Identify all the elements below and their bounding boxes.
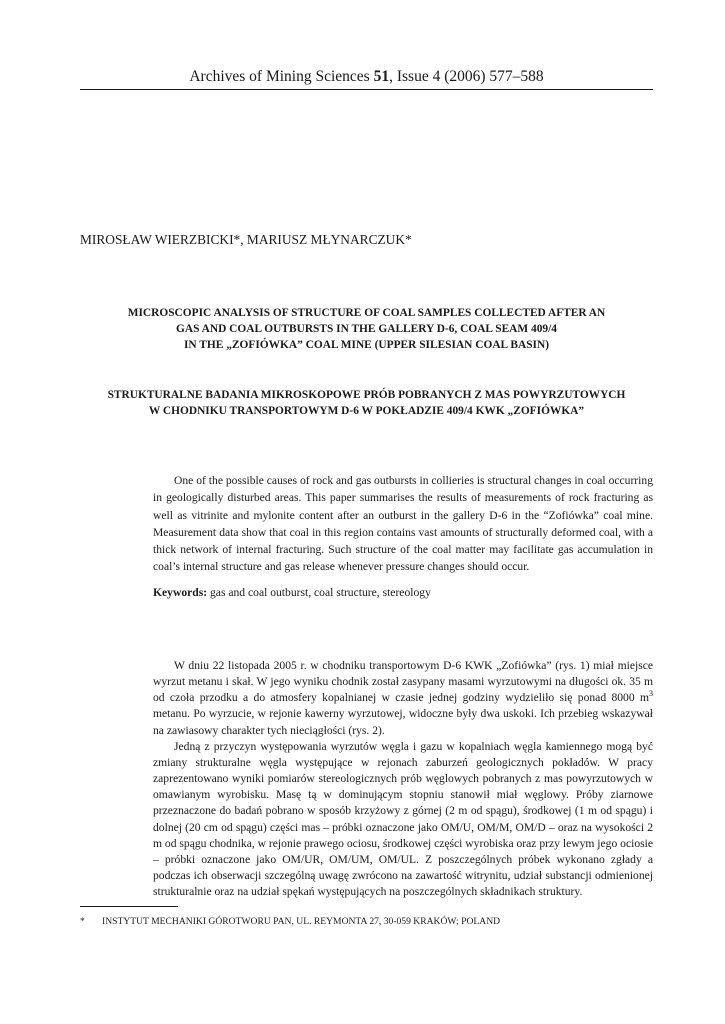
abstract: One of the possible causes of rock and gas outbursts in collieries is structural changes in coal occurring in geologically disturbed areas. This paper summarises the results of measurements of rock fracturing as well as vitrinite and mylonite content after an outburst in the gallery D-6 in the “Zofiówka” coal mine. Measurement data show that coal in this region contains vast amounts of structurally deformed coal, with a thick network of internal fracturing. Such structure of the coal matter may facilitate gas accumulation in coal’s internal structure and gas release whenever pressure changes should occur. [153, 474, 653, 574]
keywords-label: Keywords: [153, 586, 208, 599]
superscript-3: 3 [649, 689, 653, 699]
journal-header [80, 66, 653, 88]
body-paragraph-1 [153, 658, 653, 739]
title-english-line-2: GAS AND COAL OUTBURSTS IN THE GALLERY D-6, COAL SEAM 409/4 [176, 323, 557, 335]
title-polish-line-1: STRUKTURALNE BADANIA MIKROSKOPOWE PRÓB POBRANYCH Z MAS POWYRZUTOWYCH [107, 389, 626, 401]
title-english-line-3: IN THE „ZOFIÓWKA” COAL MINE (UPPER SILESIAN COAL BASIN) [184, 339, 549, 351]
journal-name: Archives of Mining Sciences [189, 68, 370, 85]
body-paragraph-2: Jedną z przyczyn występowania wyrzutów węgla i gazu w kopalniach węgla kamiennego mogą być zmiany strukturalne węgla występujące w rejonach zaburzeń geologicznych pokładów. W pracy zaprezentowano wyniki pomiarów stereologicznych prób węglowych pobranych z mas powyrzutowych w omawianym wyrobisku. Masę tą w dominującym stopniu stanowił miał węglowy. Próby ziarnowe przeznaczone do badań pobrano w sposób krzyżowy z górnej (2 m od spągu), środkowej (1 m od spągu) i dolnej (20 cm od spągu) części mas – próbki oznaczone jako OM/U, OM/M, OM/D – oraz na wysokości 2 m od spągu chodnika, w rejonie prawego ociosu, środkowej części wyrobiska oraz przy lewym jego ociosie – próbki oznaczone jako OM/UR, OM/UM, OM/UL. Z poszczególnych próbek wykonano zgłady a podczas ich obserwacji szczególną uwagę zwrócono na zawartość witrynitu, udział substancji odmienionej strukturalnie oraz na udział spękań występujących na poszczególnych składnikach struktury. [153, 739, 653, 899]
body-text [153, 658, 653, 900]
footnote [80, 915, 653, 929]
authors: MIROSŁAW WIERZBICKI*, MARIUSZ MŁYNARCZUK* [80, 232, 412, 247]
footnote-rule [80, 906, 178, 907]
footnote-affiliation: INSTYTUT MECHANIKI GÓROTWORU PAN, UL. REYMONTA 27, 30-059 KRAKÓW; POLAND [102, 916, 501, 927]
journal-volume: 51 [373, 68, 390, 85]
body-paragraph-1-part-b: metanu. Po wyrzucie, w rejonie kawerny wyrzutowej, widoczne były dwa uskoki. Ich przebieg wskazywał na zawiasowy charakter tych nieciągłości (rys. 2). [153, 707, 653, 737]
title-english-line-1: MICROSCOPIC ANALYSIS OF STRUCTURE OF COAL SAMPLES COLLECTED AFTER AN [127, 307, 606, 319]
title-english [80, 305, 653, 353]
title-polish [80, 387, 653, 419]
keywords [153, 584, 653, 601]
header-rule [80, 89, 653, 90]
title-polish-line-2: W CHODNIKU TRANSPORTOWYM D-6 W POKŁADZIE 409/4 KWK „ZOFIÓWKA” [148, 405, 585, 417]
body-paragraph-1-part-a: W dniu 22 listopada 2005 r. w chodniku transportowym D-6 KWK „Zofiówka” (rys. 1) miał miejsce wyrzut metanu i skał. W jego wyniku chodnik został zasypany masami wyrzutowymi na długości ok. 35 m od czoła przodku a do atmosfery kopalnianej w czasie jednej godziny wydzieliło się ponad 8000 m [153, 659, 653, 705]
journal-issue-info: , Issue 4 (2006) 577–588 [389, 68, 544, 85]
keywords-text: gas and coal outburst, coal structure, stereology [207, 586, 431, 599]
footnote-mark: * [80, 916, 85, 927]
